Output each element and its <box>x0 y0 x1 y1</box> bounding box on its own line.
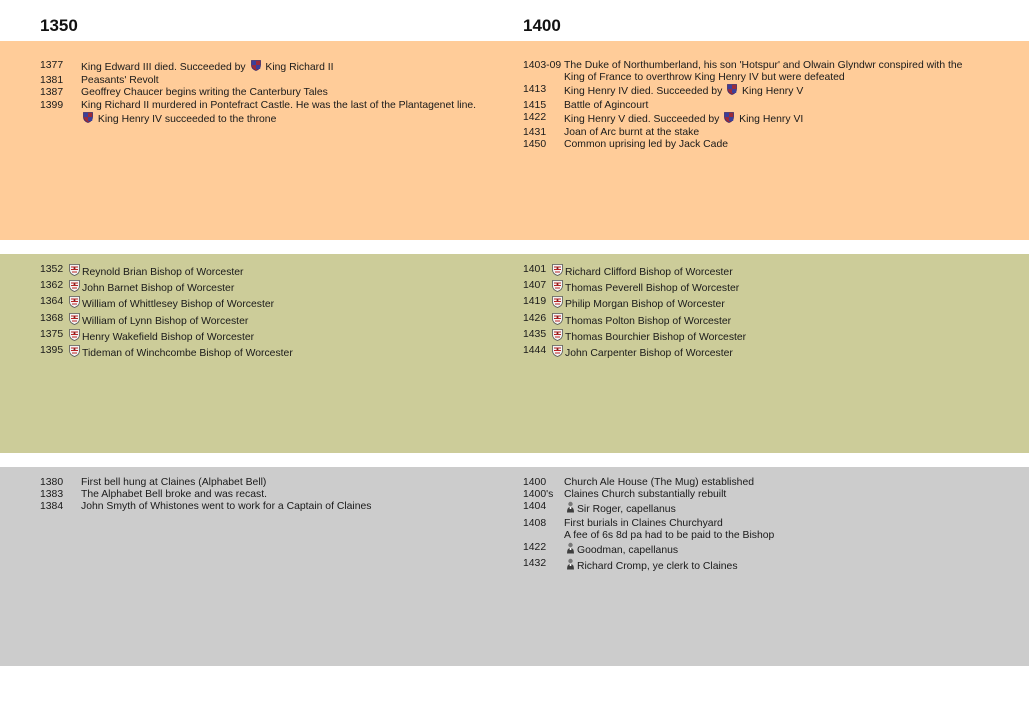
timeline-entry <box>40 489 480 501</box>
entry-text-part: John Carpenter Bishop of Worcester <box>565 348 733 360</box>
timeline-entry <box>523 264 963 280</box>
entry-year: 1422 <box>523 542 547 554</box>
timeline-entry <box>40 264 480 280</box>
timeline-entry <box>523 296 963 312</box>
timeline-entry <box>40 296 480 312</box>
entry-text-part: Goodman, capellanus <box>577 545 679 557</box>
band-claines-events <box>0 467 1029 666</box>
entry-year: 1395 <box>40 345 64 357</box>
timeline-entry <box>40 329 480 345</box>
entry-text-part: King Henry IV succeeded to the throne <box>95 113 277 125</box>
entry-text-part: Sir Roger, capellanus <box>577 504 676 516</box>
entry-text-part: King Richard II <box>262 62 334 73</box>
column-1400 <box>523 60 963 151</box>
entry-text <box>67 345 293 361</box>
timeline-entry <box>523 530 963 542</box>
entry-text-part: First bell hung at Claines (Alphabet Bell) <box>81 477 267 488</box>
timeline-entry <box>523 139 963 151</box>
entry-text-part: John Barnet Bishop of Worcester <box>82 283 235 295</box>
column-1400 <box>523 477 963 574</box>
entry-text-part: King Henry V <box>739 86 804 98</box>
entry-text-part: First burials in Claines Churchyard <box>564 517 723 529</box>
entry-text-part: Philip Morgan Bishop of Worcester <box>565 299 725 311</box>
royal-shield-icon <box>724 112 734 127</box>
timeline-entry <box>523 313 963 329</box>
entry-year: 1400's <box>523 489 554 501</box>
priest-icon <box>566 501 575 517</box>
entry-text-part: William of Lynn Bishop of Worcester <box>82 315 249 327</box>
timeline-entry <box>523 329 963 345</box>
timeline-entry <box>523 518 963 530</box>
entry-year: 1375 <box>40 328 64 340</box>
column-1350 <box>40 60 480 127</box>
priest-icon <box>566 558 575 574</box>
entry-text-part: King Henry IV died. Succeeded by <box>564 86 726 98</box>
entry-text-part: The Alphabet Bell broke and was recast. <box>81 489 267 501</box>
decade-heading-1400: 1400 <box>523 16 561 35</box>
bishop-shield-icon <box>69 329 80 345</box>
entry-text-part: The Duke of Northumberland, his son 'Hotspur' and Olwain Glyndwr conspired with the King of France to overthrow King Henry IV but were defeated <box>564 60 963 84</box>
entry-text <box>550 296 725 312</box>
bishop-shield-icon <box>552 329 563 345</box>
bishop-shield-icon <box>69 280 80 296</box>
entry-text <box>81 477 266 489</box>
entry-text <box>81 501 372 513</box>
entry-text-part: Joan of Arc burnt at the stake <box>564 127 700 139</box>
entry-year: 1431 <box>523 127 547 139</box>
entry-year: 1403-09 <box>523 60 562 71</box>
entry-text <box>81 87 328 99</box>
entry-text <box>67 264 244 280</box>
entry-text <box>564 84 803 99</box>
timeline-entry <box>523 501 963 517</box>
entry-year: 1368 <box>40 312 64 324</box>
entry-text <box>67 280 234 296</box>
entry-text-part: Geoffrey Chaucer begins writing the Canterbury Tales <box>81 87 328 99</box>
entry-text <box>564 530 774 542</box>
entry-year: 1384 <box>40 501 64 513</box>
entry-text-part: King Richard II murdered in Pontefract Castle. He was the last of the Plantagenet line. <box>81 99 477 111</box>
timeline-entry <box>523 100 963 112</box>
entry-year: 1380 <box>40 477 64 488</box>
timeline-entry <box>40 477 480 489</box>
entry-text-part: Richard Clifford Bishop of Worcester <box>565 267 733 278</box>
entry-year: 1419 <box>523 296 547 308</box>
entry-year: 1408 <box>523 517 547 529</box>
entry-year: 1422 <box>523 111 547 123</box>
timeline-entry <box>40 313 480 329</box>
entry-text-part: Thomas Polton Bishop of Worcester <box>565 315 732 327</box>
entry-year: 1399 <box>40 99 64 111</box>
timeline-entry <box>523 280 963 296</box>
timeline-entry <box>40 100 480 127</box>
column-1400 <box>523 264 963 361</box>
bishop-shield-icon <box>552 264 563 280</box>
column-1350 <box>40 477 480 514</box>
entry-text-part: Henry Wakefield Bishop of Worcester <box>82 331 255 343</box>
entry-year: 1413 <box>523 84 547 96</box>
entry-text <box>81 489 267 501</box>
entry-text <box>564 139 728 151</box>
entry-text <box>564 558 738 574</box>
timeline-entry <box>40 280 480 296</box>
entry-text <box>81 60 334 75</box>
entry-text <box>67 296 274 312</box>
entry-year: 1426 <box>523 312 547 324</box>
entry-year: 1352 <box>40 264 64 275</box>
royal-shield-icon <box>727 84 737 99</box>
entry-text <box>550 264 733 280</box>
entry-text-part: Reynold Brian Bishop of Worcester <box>82 267 244 278</box>
entry-text <box>564 477 754 489</box>
entry-year: 1404 <box>523 501 547 513</box>
entry-text <box>550 329 746 345</box>
entry-text <box>550 345 733 361</box>
entry-text-part: William of Whittlesey Bishop of Worcester <box>82 299 275 311</box>
entry-text <box>81 100 480 127</box>
entry-year: 1450 <box>523 139 547 151</box>
bishop-shield-icon <box>69 264 80 280</box>
timeline-entry <box>40 87 480 99</box>
entry-text <box>564 542 678 558</box>
timeline-entry <box>523 345 963 361</box>
bishop-shield-icon <box>69 296 80 312</box>
entry-year: 1444 <box>523 345 547 357</box>
entry-year: 1401 <box>523 264 547 275</box>
timeline-entry <box>40 60 480 75</box>
timeline-entry <box>523 127 963 139</box>
entry-text-part: Richard Cromp, ye clerk to Claines <box>577 561 738 573</box>
entry-year: 1432 <box>523 558 547 570</box>
entry-text-part: Claines Church substantially rebuilt <box>564 489 727 501</box>
entry-year: 1407 <box>523 280 547 292</box>
entry-year: 1377 <box>40 60 64 71</box>
entry-year: 1383 <box>40 489 64 501</box>
timeline-entry <box>523 84 963 99</box>
entry-text-part: Peasants' Revolt <box>81 75 159 87</box>
entry-text-part: A fee of 6s 8d pa had to be paid to the Bishop <box>564 529 775 541</box>
bishop-shield-icon <box>552 313 563 329</box>
entry-text <box>564 60 963 84</box>
entry-text <box>564 112 803 127</box>
entry-year: 1362 <box>40 280 64 292</box>
band-national-events <box>0 41 1029 240</box>
entry-text <box>564 127 699 139</box>
entry-text-part: King Henry V died. Succeeded by <box>564 113 723 125</box>
decade-heading-1350: 1350 <box>40 16 78 35</box>
entry-text <box>564 501 676 517</box>
column-1350 <box>40 264 480 361</box>
bishop-shield-icon <box>69 313 80 329</box>
entry-text <box>564 518 723 530</box>
royal-shield-icon <box>251 60 261 75</box>
bishop-shield-icon <box>552 296 563 312</box>
bishop-shield-icon <box>552 280 563 296</box>
entry-text-part: John Smyth of Whistones went to work for a Captain of Claines <box>81 501 372 513</box>
entry-year: 1400 <box>523 477 547 488</box>
bishop-shield-icon <box>552 345 563 361</box>
bishop-shield-icon <box>69 345 80 361</box>
timeline-entry <box>40 75 480 87</box>
entry-text-part: Church Ale House (The Mug) established <box>564 477 755 488</box>
timeline-entry <box>523 489 963 501</box>
timeline-entry <box>40 345 480 361</box>
entry-year: 1435 <box>523 328 547 340</box>
timeline-entry <box>523 558 963 574</box>
entry-text <box>67 329 254 345</box>
entry-text-part: King Edward III died. Succeeded by <box>81 62 249 73</box>
entry-text-part: Battle of Agincourt <box>564 99 649 111</box>
priest-icon <box>566 542 575 558</box>
entry-text <box>550 280 739 296</box>
timeline-entry <box>523 542 963 558</box>
band-bishops <box>0 254 1029 453</box>
entry-year: 1387 <box>40 87 64 99</box>
entry-text <box>67 313 248 329</box>
timeline-entry <box>523 477 963 489</box>
royal-shield-icon <box>83 112 93 127</box>
entry-text <box>564 100 648 112</box>
entry-text <box>81 75 159 87</box>
entry-text-part: Tideman of Winchcombe Bishop of Worcester <box>82 348 293 360</box>
entry-text-part: Common uprising led by Jack Cade <box>564 139 729 151</box>
entry-year: 1364 <box>40 296 64 308</box>
timeline-entry <box>523 60 963 84</box>
entry-year: 1381 <box>40 75 64 87</box>
entry-text <box>564 489 726 501</box>
entry-year: 1415 <box>523 99 547 111</box>
timeline-entry <box>523 112 963 127</box>
timeline-entry <box>40 501 480 513</box>
entry-text-part: Thomas Bourchier Bishop of Worcester <box>565 331 747 343</box>
entry-text-part: Thomas Peverell Bishop of Worcester <box>565 283 740 295</box>
entry-text <box>550 313 731 329</box>
entry-text-part: King Henry VI <box>736 113 804 125</box>
